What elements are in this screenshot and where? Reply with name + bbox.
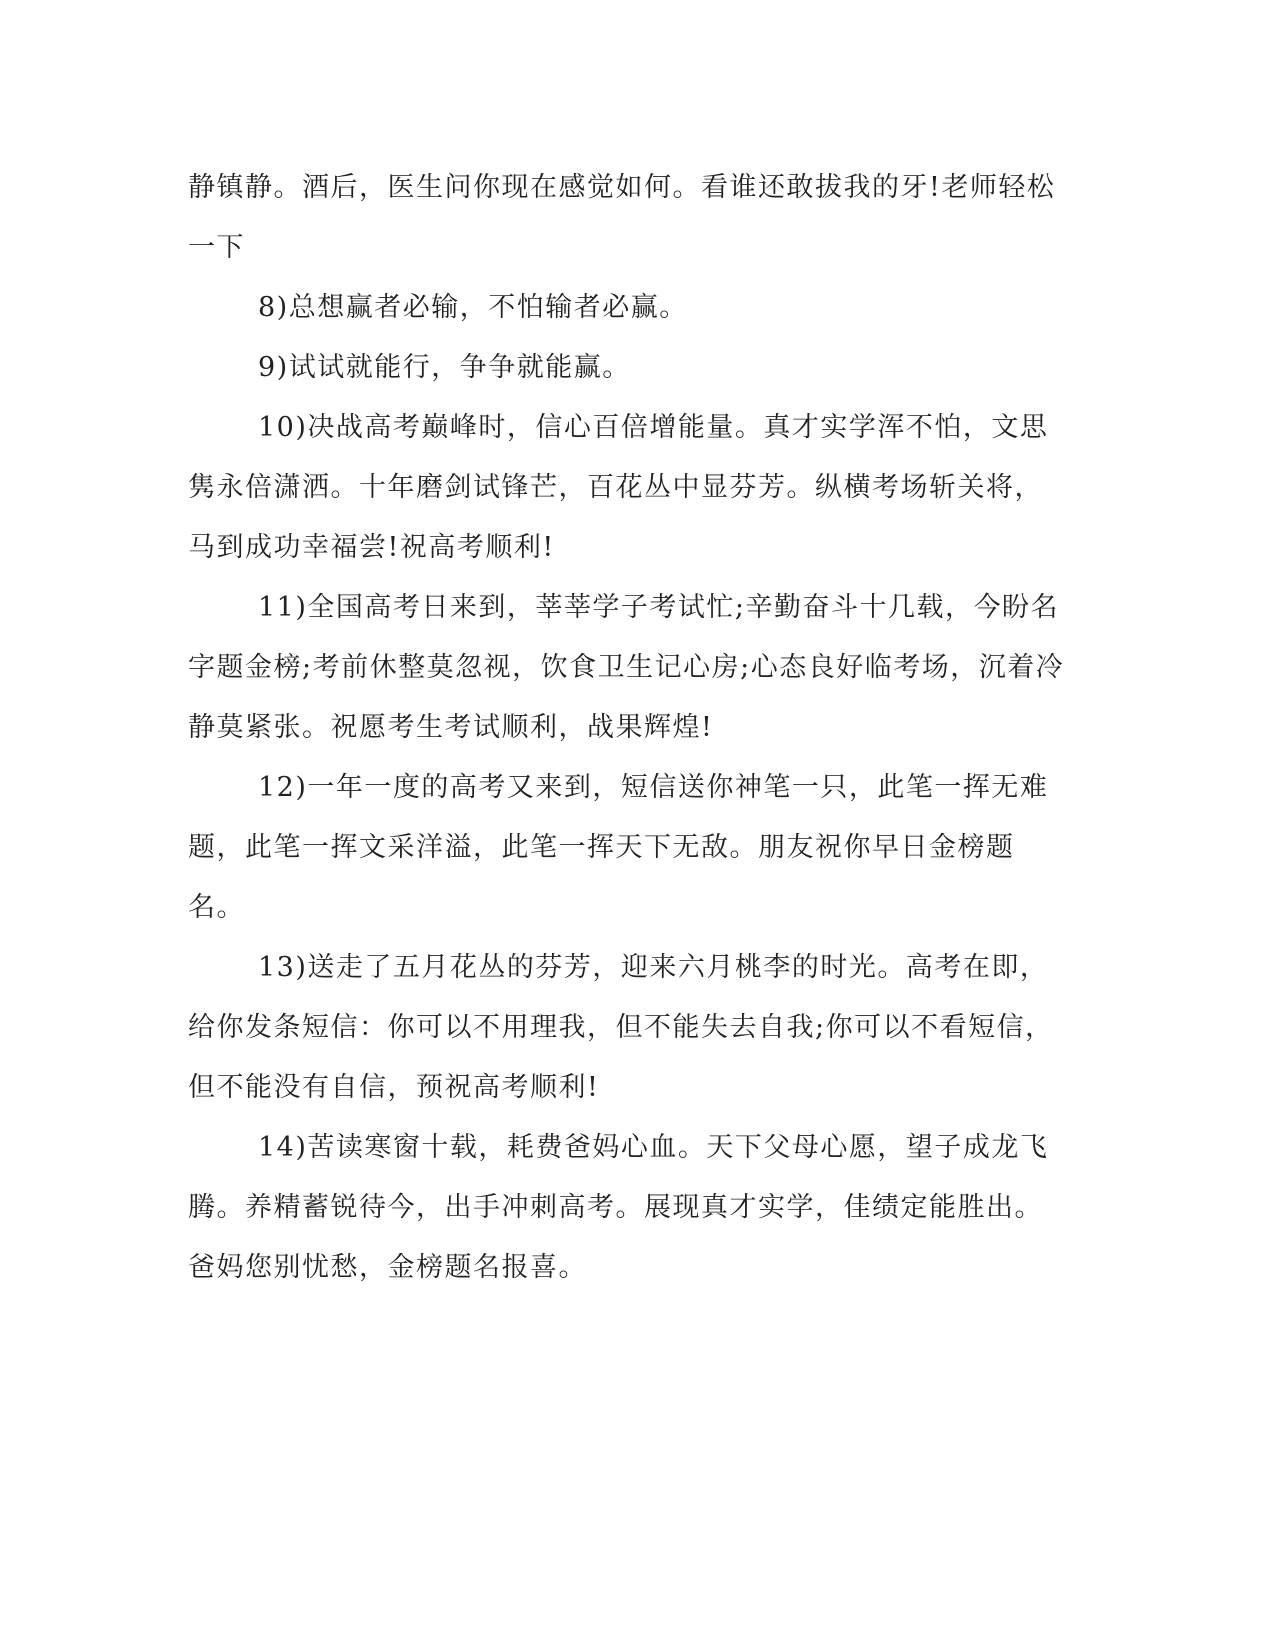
paragraph-continuation: 静镇静。酒后，医生问你现在感觉如何。看谁还敢拔我的牙!老师轻松一下 [188, 172, 1056, 263]
paragraph-item-10: 10)决战高考巅峰时，信心百倍增能量。真才实学浑不怕，文思隽永倍潇洒。十年磨剑试锋芒，百花丛中显芬芳。纵横考场斩关将，马到成功幸福尝!祝高考顺利! [188, 412, 1049, 563]
paragraph-item-9: 9)试试就能行，争争就能赢。 [258, 352, 631, 383]
document-body [188, 158, 1068, 1298]
paragraph-item-11: 11)全国高考日来到，莘莘学子考试忙;辛勤奋斗十几载，今盼名字题金榜;考前休整莫忽视，饮食卫生记心房;心态良好临考场，沉着冷静莫紧张。祝愿考生考试顺利，战果辉煌! [188, 592, 1065, 743]
paragraph-item-14: 14)苦读寒窗十载，耗费爸妈心血。天下父母心愿，望子成龙飞腾。养精蓄锐待今，出手冲刺高考。展现真才实学，佳绩定能胜出。爸妈您别忧愁，金榜题名报喜。 [188, 1132, 1049, 1283]
paragraph-item-8: 8)总想赢者必输，不怕输者必赢。 [258, 292, 688, 323]
paragraph-item-12: 12)一年一度的高考又来到，短信送你神笔一只，此笔一挥无难题，此笔一挥文采洋溢，此笔一挥天下无敌。朋友祝你早日金榜题名。 [188, 772, 1049, 923]
paragraph-item-13: 13)送走了五月花丛的芬芳，迎来六月桃李的时光。高考在即，给你发条短信：你可以不用理我，但不能失去自我;你可以不看短信，但不能没有自信，预祝高考顺利! [188, 952, 1054, 1103]
